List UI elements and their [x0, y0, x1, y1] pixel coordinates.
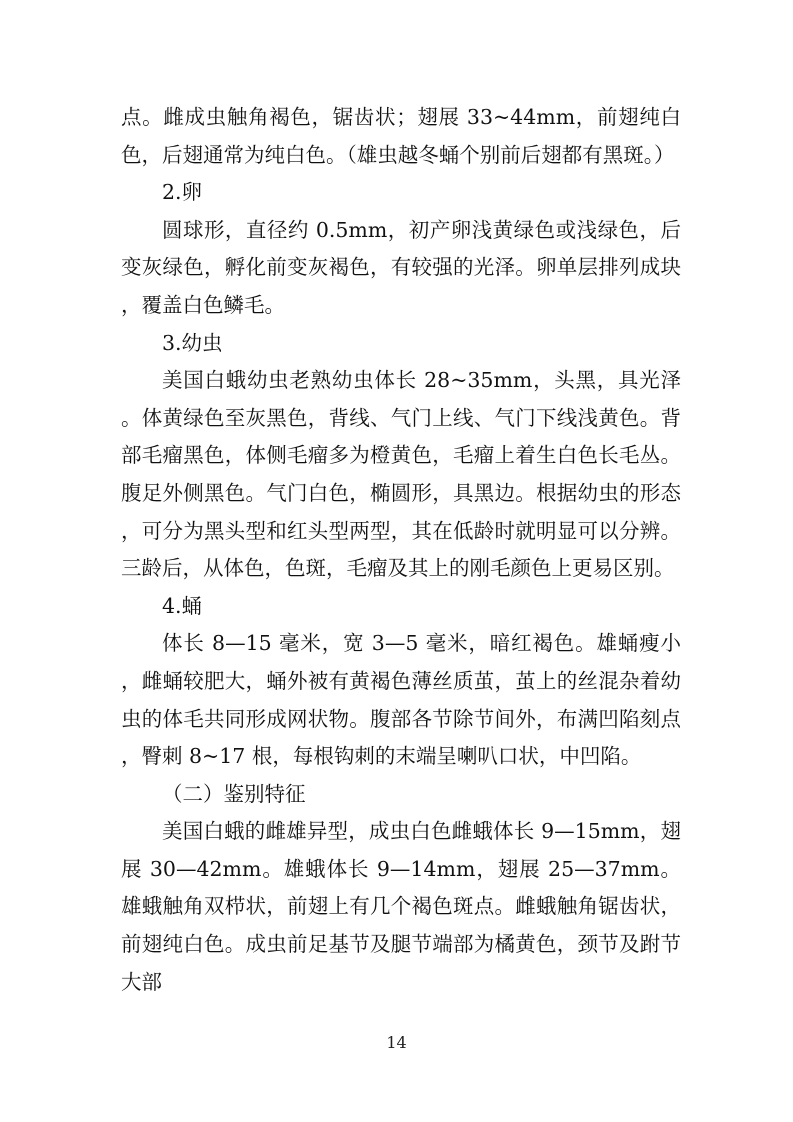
- section-heading-larva: 3.幼虫: [162, 330, 223, 355]
- paragraph-pupa: 体长 8—15 毫米，宽 3—5 毫米，暗红褐色。雄蛹瘦小，雌蛹较肥大，蛹外被有黄褐色薄丝质茧，茧上的丝混杂着幼虫的体毛共同形成网状物。腹部各节除节间外，布满凹陷刻点，臀刺 8~17 根，每根钩刺的末端呈喇叭口状，中凹陷。: [121, 631, 681, 769]
- page-number: 14: [386, 1033, 407, 1052]
- paragraph-identification: 美国白蛾的雌雄异型，成虫白色雌蛾体长 9—15mm，翅展 30—42mm。雄蛾体长 9—14mm，翅展 25—37mm。雄蛾触角双栉状，前翅上有几个褐色斑点。雌蛾触角锯齿状，前翅纯白色。成虫前足基节及腿节端部为橘黄色，颈节及跗节大部: [121, 819, 681, 994]
- paragraph-continuation: 点。雌成虫触角褐色，锯齿状；翅展 33~44mm，前翅纯白色，后翅通常为纯白色。（雄虫越冬蛹个别前后翅都有黑斑。）: [121, 105, 681, 167]
- section-heading-pupa: 4.蛹: [162, 593, 203, 618]
- paragraph-egg: 圆球形，直径约 0.5mm，初产卵浅黄绿色或浅绿色，后变灰绿色，孵化前变灰褐色，有较强的光泽。卵单层排列成块，覆盖白色鳞毛。: [121, 217, 681, 317]
- paragraph-larva: 美国白蛾幼虫老熟幼虫体长 28~35mm，头黑，具光泽。体黄绿色至灰黑色，背线、气门上线、气门下线浅黄色。背部毛瘤黑色，体侧毛瘤多为橙黄色，毛瘤上着生白色长毛丛。腹足外侧黑色。气门白色，椭圆形，具黑边。根据幼虫的形态，可分为黑头型和红头型两型，其在低龄时就明显可以分辨。三龄后，从体色，色斑，毛瘤及其上的刚毛颜色上更易区别。: [121, 368, 681, 581]
- section-heading-identification: （二）鉴别特征: [162, 781, 306, 806]
- section-heading-egg: 2.卵: [162, 180, 203, 205]
- document-body: [121, 99, 681, 1001]
